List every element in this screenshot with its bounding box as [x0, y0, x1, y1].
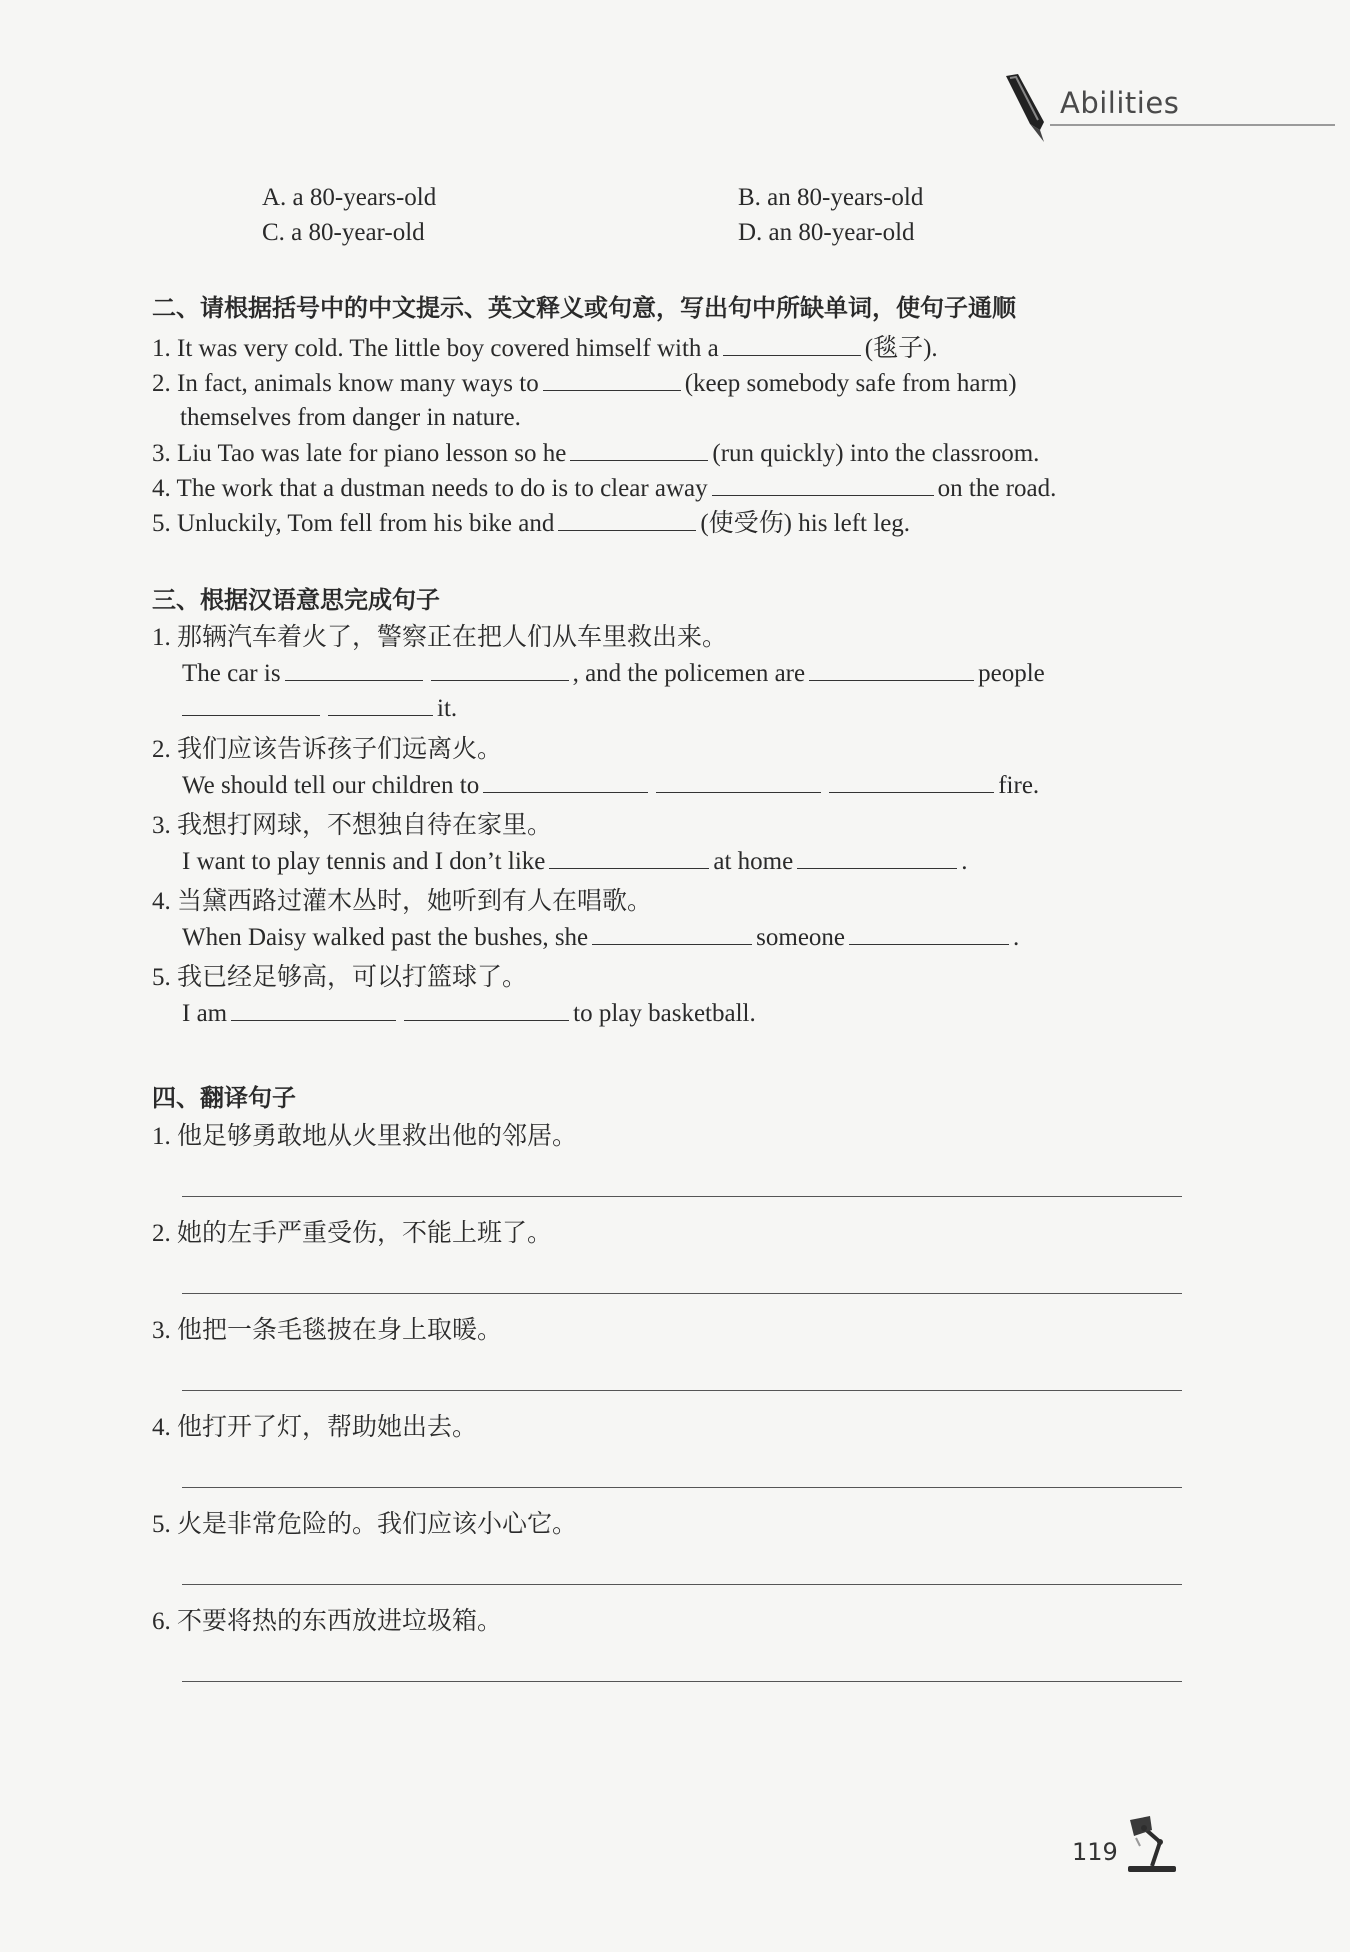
s4-question-1: 1. 他足够勇敢地从火里救出他的邻居。: [152, 1123, 578, 1150]
s4-question-6: 6. 不要将热的东西放进垃圾箱。: [152, 1608, 503, 1635]
s3-q2-text-b: fire.: [998, 772, 1040, 799]
option-d: D. an 80-year-old: [738, 219, 915, 246]
s3-q3-text-c: .: [961, 848, 968, 875]
section2-heading: 二、请根据括号中的中文提示、英文释义或句意，写出句中所缺单词，使句子通顺: [152, 294, 1016, 322]
s3-question-1: [182, 658, 1045, 689]
answer-blank[interactable]: [543, 368, 681, 391]
answer-blank[interactable]: [592, 922, 752, 945]
answer-blank[interactable]: [231, 998, 396, 1021]
s2-q1-text-b: (毯子).: [864, 335, 938, 362]
s2-q3-text-b: (run quickly) into the classroom.: [712, 440, 1040, 467]
answer-blank[interactable]: [723, 333, 861, 356]
section4-heading: 四、翻译句子: [152, 1084, 296, 1112]
s3-question-2: [182, 770, 1039, 801]
answer-line[interactable]: [182, 1390, 1182, 1391]
answer-blank[interactable]: [656, 770, 821, 793]
answer-blank[interactable]: [712, 473, 934, 496]
section3-heading: 三、根据汉语意思完成句子: [152, 586, 440, 614]
s3-q3-chinese: 3. 我想打网球，不想独自待在家里。: [152, 812, 553, 839]
s3-q1-text-a: The car is: [182, 660, 281, 687]
answer-blank[interactable]: [404, 998, 569, 1021]
answer-line[interactable]: [182, 1584, 1182, 1585]
s3-q5-text-a: I am: [182, 1000, 228, 1027]
s3-q3-text-a: I want to play tennis and I don’t like: [182, 848, 546, 875]
s2-question-4: [152, 473, 1056, 504]
desk-lamp-icon: [1120, 1812, 1184, 1876]
s3-q3-text-b: at home: [713, 848, 794, 875]
answer-blank[interactable]: [558, 508, 696, 531]
answer-blank[interactable]: [797, 846, 957, 869]
s3-q4-text-b: someone: [756, 924, 846, 951]
page-number: 119: [1072, 1838, 1118, 1866]
s2-q2-text-b: (keep somebody safe from harm): [684, 370, 1017, 397]
s2-q1-text-a: 1. It was very cold. The little boy covered himself with a: [152, 335, 719, 362]
s2-q4-text-a: 4. The work that a dustman needs to do is to clear away: [152, 475, 708, 502]
s4-question-4: 4. 他打开了灯，帮助她出去。: [152, 1414, 478, 1441]
s3-q5-chinese: 5. 我已经足够高，可以打篮球了。: [152, 964, 528, 991]
s3-question-4: [182, 922, 1019, 953]
answer-line[interactable]: [182, 1681, 1182, 1682]
s2-q3-text-a: 3. Liu Tao was late for piano lesson so he: [152, 440, 567, 467]
s2-question-1: [152, 333, 938, 364]
s4-question-5: 5. 火是非常危险的。我们应该小心它。: [152, 1511, 578, 1538]
s3-q2-text-a: We should tell our children to: [182, 772, 480, 799]
s3-q4-text-a: When Daisy walked past the bushes, she: [182, 924, 589, 951]
option-b: B. an 80-years-old: [738, 184, 924, 211]
s3-q1-chinese: 1. 那辆汽车着火了，警察正在把人们从车里救出来。: [152, 624, 728, 651]
s3-q1-continued: [178, 693, 457, 724]
answer-blank[interactable]: [849, 922, 1009, 945]
option-a: A. a 80-years-old: [262, 184, 437, 211]
s3-q1-text-c: people: [978, 660, 1045, 687]
s2-q5-text-b: (使受伤) his left leg.: [700, 510, 911, 537]
option-c: C. a 80-year-old: [262, 219, 425, 246]
answer-line[interactable]: [182, 1196, 1182, 1197]
header-title: Abilities: [1060, 86, 1180, 120]
answer-blank[interactable]: [549, 846, 709, 869]
answer-line[interactable]: [182, 1293, 1182, 1294]
answer-blank[interactable]: [328, 693, 433, 716]
answer-blank[interactable]: [570, 438, 708, 461]
answer-blank[interactable]: [829, 770, 994, 793]
answer-blank[interactable]: [285, 658, 423, 681]
s2-q5-text-a: 5. Unluckily, Tom fell from his bike and: [152, 510, 555, 537]
s3-q4-chinese: 4. 当黛西路过灌木丛时，她听到有人在唱歌。: [152, 888, 653, 915]
s2-question-2: [152, 368, 1017, 399]
s3-q5-text-b: to play basketball.: [573, 1000, 756, 1027]
s2-q2-text-a: 2. In fact, animals know many ways to: [152, 370, 539, 397]
pen-icon: [1000, 72, 1056, 144]
s3-q1-text-b: , and the policemen are: [572, 660, 806, 687]
answer-line[interactable]: [182, 1487, 1182, 1488]
answer-blank[interactable]: [809, 658, 974, 681]
s3-q2-chinese: 2. 我们应该告诉孩子们远离火。: [152, 736, 503, 763]
s2-q2-continued: themselves from danger in nature.: [180, 404, 521, 431]
s2-question-5: [152, 508, 910, 539]
s3-question-5: [182, 998, 756, 1029]
answer-blank[interactable]: [182, 693, 320, 716]
s3-q1-text-d: it.: [437, 695, 458, 722]
s4-question-3: 3. 他把一条毛毯披在身上取暖。: [152, 1317, 503, 1344]
header-rule: [1050, 124, 1335, 126]
answer-blank[interactable]: [431, 658, 569, 681]
s3-question-3: [182, 846, 967, 877]
s2-q4-text-b: on the road.: [937, 475, 1057, 502]
s3-q4-text-c: .: [1013, 924, 1020, 951]
s2-question-3: [152, 438, 1039, 469]
s4-question-2: 2. 她的左手严重受伤，不能上班了。: [152, 1220, 553, 1247]
answer-blank[interactable]: [483, 770, 648, 793]
